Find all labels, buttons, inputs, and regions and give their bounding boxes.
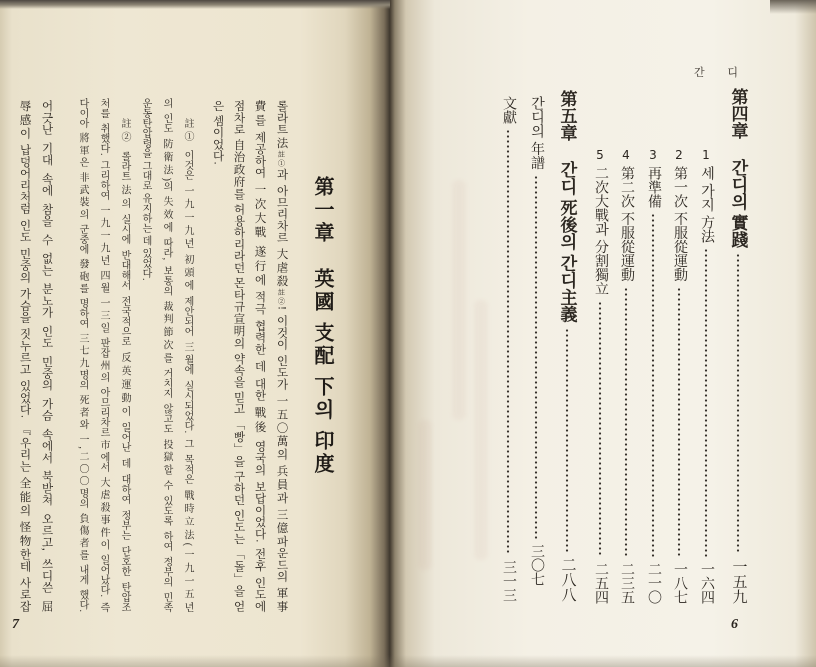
toc-page-number: 三〇七 bbox=[529, 544, 544, 586]
toc-page-number: 二八八 bbox=[559, 557, 576, 602]
chapter-title: 第一章 英國 支配 下의 印度 bbox=[311, 176, 333, 476]
toc-entry-section bbox=[694, 148, 718, 604]
page-number: 6 bbox=[731, 617, 738, 632]
footnote-column: 註② 롤라트法의 실시에 반대해서 전국적으로 反英運動이 일어난 데 대하여 정부는 단호한 탄압조 bbox=[119, 118, 130, 612]
toc-dot-leader bbox=[677, 287, 681, 558]
toc-dot-leader bbox=[534, 175, 538, 540]
body-column bbox=[275, 100, 287, 612]
footnote-ref: 註② bbox=[277, 288, 286, 307]
toc-dot-leader bbox=[506, 129, 510, 555]
page-top-edge-shadow bbox=[770, 0, 816, 14]
left-page bbox=[0, 0, 390, 667]
toc-entry-appendix bbox=[496, 96, 520, 602]
toc-section-number: 4 bbox=[619, 148, 633, 162]
body-column bbox=[211, 100, 223, 165]
body-column bbox=[232, 100, 244, 612]
toc-page-number: 二三五 bbox=[619, 562, 634, 604]
page-top-edge-shadow bbox=[0, 0, 390, 9]
toc-entry-section bbox=[614, 148, 638, 604]
page-bottom-edge-shadow bbox=[0, 655, 816, 667]
toc-chapter-label: 第五章 bbox=[557, 90, 577, 141]
toc-entry-appendix bbox=[524, 96, 548, 586]
footnote-column: 註① 이것은 一九一九년 初頭에 제안되어 三월에 실시되었다. 그 목적은 戰時立法(一九一五년 bbox=[182, 118, 193, 612]
toc-entry-title: 文獻 bbox=[501, 96, 516, 124]
footnote-column: 다이아 將軍은 非武裝의 군중에 發砲를 명하여 三七九명의 死者와 一,二〇〇명의 負傷者를 내게 했다. bbox=[77, 98, 88, 612]
toc-entry-title: 간디의 實踐 bbox=[728, 159, 748, 249]
toc-entry-section bbox=[667, 148, 691, 604]
bleed-through-stain bbox=[418, 420, 432, 570]
toc-dot-leader bbox=[565, 328, 569, 553]
toc-section-number: 1 bbox=[699, 148, 713, 162]
toc-page-number: 一八七 bbox=[672, 562, 687, 604]
toc-entry-title: 간디의 年譜 bbox=[529, 96, 544, 170]
footnote-column: 운동탄압령을 그대로 유지하는 데 있었다. bbox=[140, 98, 151, 281]
body-text-run: 費를 제공하여 一次大戰 遂行에 적극 협력한 데 대한 戰後 영국의 보답이었다. 전후 인도에 bbox=[253, 100, 266, 612]
toc-section-number: 5 bbox=[593, 148, 607, 162]
toc-entry-title: 第一次 不服從運動 bbox=[672, 166, 687, 282]
toc-entry-title: 第二次 不服從運動 bbox=[619, 166, 634, 282]
body-text-run: 롤라트法 bbox=[275, 100, 288, 151]
bleed-through-stain bbox=[474, 300, 488, 560]
page-number: 7 bbox=[12, 617, 19, 632]
footnote-ref: 註① bbox=[277, 150, 286, 169]
toc-entry-section bbox=[588, 148, 612, 604]
toc-dot-leader bbox=[704, 248, 708, 557]
toc-entry-title: 간디 死後의 간디主義 bbox=[557, 161, 577, 323]
toc-dot-leader bbox=[598, 301, 602, 558]
body-column bbox=[253, 100, 265, 612]
footnote-column: 의 인도 防衛法)의 失效에 따라, 보통의 裁判節次를 거치지 않고도 投獄할 수 있도록 하여 정부의 민족 bbox=[161, 98, 172, 612]
body-column: 辱感이 납덩어리처럼 인도 민중의 가슴을 짓누르고 있었다. 『우리는 全能의 怪物한테 사로잡 bbox=[18, 100, 31, 612]
body-column: 어긋난 기대 속에 참을 수 없는 분노가 인도 민중의 가슴 속에서 북받쳐 오르고, 쓰디쓴 屈 bbox=[40, 100, 53, 612]
body-text-run: 은 셈이었다. bbox=[211, 100, 224, 165]
body-text-run: 점차로 自治政府를 허용하리라던 몬타규宣明의 약속을 믿고 「빵」을 구하던 인도는 「돌」을 얻 bbox=[232, 100, 245, 612]
footnote-column: 처를 취했다. 그리하여 一九一九년 四월 一三일 판잡州의 아므리차르市에서 大虐殺事件이 일어났다. 즉 bbox=[98, 98, 109, 612]
toc-page-number: 一六四 bbox=[699, 562, 714, 604]
toc-chapter-label: 第四章 bbox=[728, 88, 748, 139]
body-text-run: ! 이것이 인도가 一五〇萬의 兵員과 三億파운드의 軍事 bbox=[275, 306, 288, 612]
body-text-run: 과 아므리차르 大虐殺 bbox=[275, 168, 288, 289]
toc-page-number: 二五四 bbox=[593, 562, 608, 604]
toc-dot-leader bbox=[651, 213, 655, 557]
bleed-through-stain bbox=[452, 180, 466, 420]
toc-entry-chapter bbox=[555, 90, 579, 602]
toc-dot-leader bbox=[624, 287, 628, 558]
running-head: 간 디 bbox=[694, 67, 739, 79]
toc-entry-title: 再準備 bbox=[646, 166, 661, 208]
toc-entry-section bbox=[641, 148, 665, 604]
toc-section-number: 3 bbox=[646, 148, 660, 162]
toc-page-number: 二一〇 bbox=[646, 562, 661, 604]
toc-page-number: 三一三 bbox=[501, 560, 516, 602]
toc-dot-leader bbox=[736, 253, 740, 554]
toc-entry-chapter bbox=[726, 88, 750, 604]
toc-entry-title: 세 가지 方法 bbox=[699, 166, 714, 243]
toc-section-number: 2 bbox=[672, 148, 686, 162]
toc-entry-title: 二次大戰과 分割獨立 bbox=[593, 166, 608, 296]
toc-page-number: 一五九 bbox=[730, 559, 747, 604]
